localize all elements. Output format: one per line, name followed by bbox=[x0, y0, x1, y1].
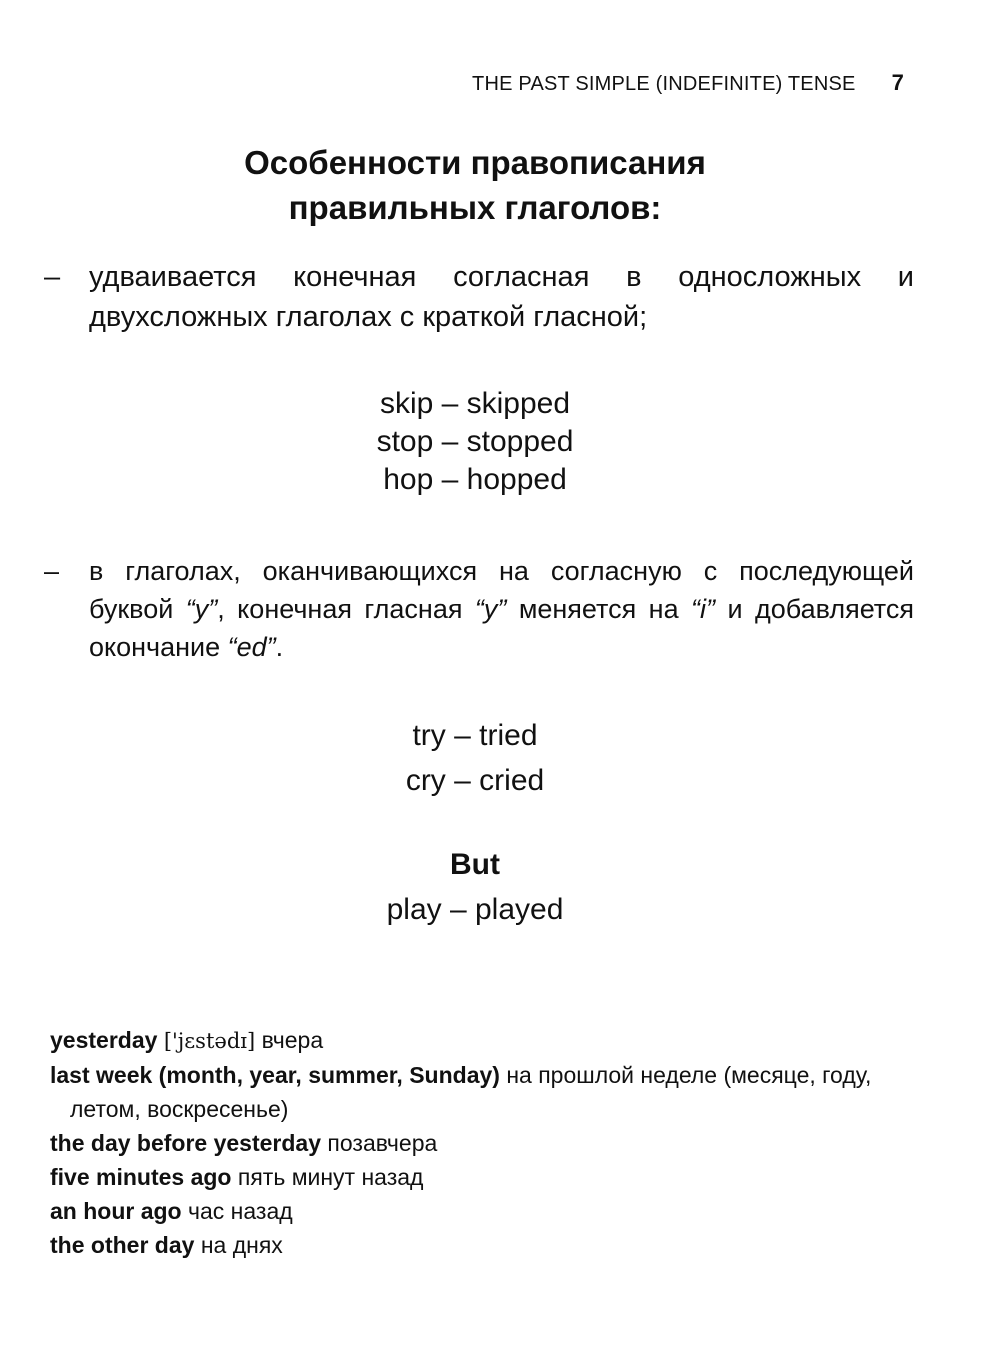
vocab-term: the day before yesterday bbox=[50, 1130, 322, 1156]
example-line: try – tried bbox=[412, 719, 538, 752]
vocab-translation: пять минут назад bbox=[237, 1164, 424, 1190]
vocab-translation: на днях bbox=[200, 1232, 283, 1258]
vocab-translation: позавчера bbox=[327, 1130, 438, 1156]
examples-doubling bbox=[0, 385, 950, 499]
page-number: 7 bbox=[891, 70, 904, 95]
examples-y-to-i bbox=[0, 713, 950, 803]
example-line: cry – cried bbox=[405, 764, 545, 797]
rule-y-to-i bbox=[44, 552, 914, 666]
vocab-entry bbox=[50, 1023, 910, 1058]
rule-text: удваивается конечная согласная в односложных и двухсложных глаголах с краткой гласной; bbox=[89, 261, 914, 333]
vocab-entry bbox=[50, 1228, 910, 1262]
title-line-2: правильных глаголов: bbox=[288, 189, 662, 226]
vocab-translation: вчера bbox=[261, 1027, 324, 1053]
vocab-entry bbox=[50, 1058, 910, 1126]
vocab-translation: на прошлой неделе (месяце, году, летом, воскресенье) bbox=[70, 1062, 872, 1122]
quoted-ending: “ed” bbox=[227, 632, 276, 662]
but-label: But bbox=[450, 848, 500, 881]
rule-dash: – bbox=[44, 556, 60, 586]
example-line: stop – stopped bbox=[376, 425, 574, 458]
vocab-term: five minutes ago bbox=[50, 1164, 232, 1190]
vocab-term: last week (month, year, summer, Sunday) bbox=[50, 1062, 500, 1088]
rule-doubling-consonant bbox=[44, 257, 914, 337]
time-expressions-list bbox=[50, 1023, 910, 1262]
quoted-letter: “y” bbox=[474, 594, 507, 624]
vocab-term: an hour ago bbox=[50, 1198, 182, 1224]
section-title bbox=[0, 140, 950, 230]
title-line-1: Особенности правописания bbox=[244, 144, 706, 181]
vocab-transcription: ['jɛstədɪ] bbox=[163, 1029, 256, 1053]
example-line: skip – skipped bbox=[379, 387, 571, 420]
but-example: play – played bbox=[386, 893, 564, 926]
running-head bbox=[472, 70, 904, 96]
vocab-term: yesterday bbox=[50, 1027, 158, 1053]
vocab-term: the other day bbox=[50, 1232, 195, 1258]
quoted-letter: “y” bbox=[185, 594, 218, 624]
vocab-entry bbox=[50, 1126, 910, 1160]
quoted-letter: “i” bbox=[691, 594, 716, 624]
rule-dash: – bbox=[44, 261, 61, 293]
example-line: hop – hopped bbox=[383, 463, 567, 496]
vocab-entry bbox=[50, 1194, 910, 1228]
running-title: THE PAST SIMPLE (INDEFINITE) TENSE bbox=[472, 73, 856, 95]
rule-text: в глаголах, оканчивающихся на согласную с последующей буквой “y”, конечная гласная “y” меняется на “i” и добавляется окончание “ed”. bbox=[89, 556, 914, 662]
vocab-translation: час назад bbox=[188, 1198, 293, 1224]
vocab-entry bbox=[50, 1160, 910, 1194]
